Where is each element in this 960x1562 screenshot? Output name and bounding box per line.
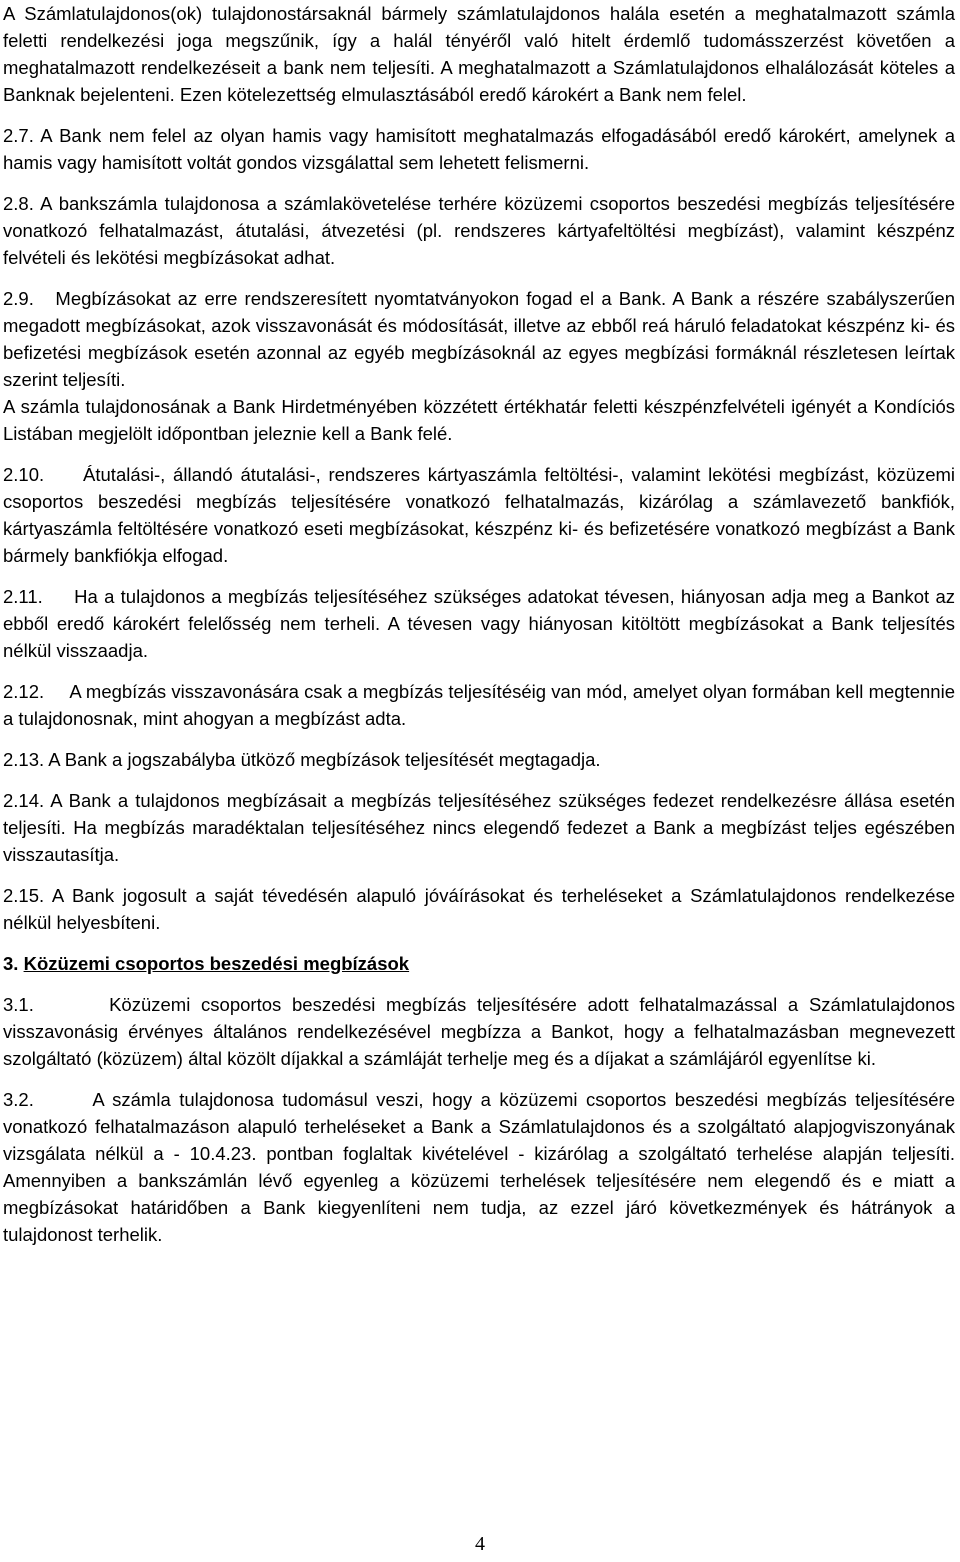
paragraph-2-13	[3, 746, 955, 773]
paragraph-number: 2.10.	[3, 464, 45, 485]
paragraph-2-8	[3, 190, 955, 271]
paragraph-2-12	[3, 678, 955, 732]
section-heading	[3, 950, 955, 977]
paragraph-text: A megbízás visszavonására csak a megbízás teljesítéséig van mód, amelyet olyan formában kell megtennie a tulajdonosnak, mint ahogyan a megbízást adta.	[3, 681, 955, 729]
paragraph-text: A Bank a jogszabályba ütköző megbízások teljesítését megtagadja.	[48, 749, 601, 770]
paragraph-2-6-continued: A Számlatulajdonos(ok) tulajdonostársaknál bármely számlatulajdonos halála esetén a meghatalmazott számla feletti rendelkezési joga megszűnik, így a halál tényéről való hitelt érdemlő tudomásszerzést követően a meghatalmazott rendelkezéseit a bank nem teljesíti. A meghatalmazott a Számlatulajdonos elhalálozását köteles a Banknak bejelenteni. Ezen kötelezettség elmulasztásából eredő károkért a Bank nem felel.	[3, 3, 955, 105]
paragraph-number: 2.9.	[3, 288, 34, 309]
paragraph-text: Megbízásokat az erre rendszeresített nyomtatványokon fogad el a Bank. A Bank a részére szabályszerűen megadott megbízásokat, azok visszavonását és módosítását, illetve az ebből reá háruló feladatokat készpénz ki- és befizetési megbízások esetén azonnal az egyéb megbízásoknál az egyes megbízási formáknál részletesen leírtak szerint teljesíti.	[3, 288, 955, 390]
paragraph-text: Átutalási-, állandó átutalási-, rendszeres kártyaszámla feltöltési-, valamint lekötési megbízást, közüzemi csoportos beszedési megbízás teljesítésére vonatkozó felhatalmazás, kizárólag a számlavezető bankfiók, kártyaszámla feltöltésére vonatkozó eseti megbízásokat, készpénz ki- és befizetésére vonatkozó megbízást a Bank bármely bankfiókja elfogad.	[3, 464, 956, 566]
paragraph-2-15	[3, 882, 955, 936]
paragraph-2-11	[3, 583, 955, 664]
section-title: Közüzemi csoportos beszedési megbízások	[23, 953, 410, 974]
paragraph-2-10	[3, 461, 955, 569]
paragraph-number: 2.8.	[3, 193, 34, 214]
paragraph-text: Ha a tulajdonos a megbízás teljesítéséhez szükséges adatokat tévesen, hiányosan adja meg a Bankot az ebből eredő károkért felelősség nem terheli. A tévesen vagy hiányosan kitöltött megbízásokat a Bank teljesítés nélkül visszaadja.	[3, 586, 955, 661]
paragraph-number: 3.2.	[3, 1089, 34, 1110]
document-page	[3, 0, 955, 1248]
paragraph-number: 2.14.	[3, 790, 45, 811]
paragraph-number: 2.15.	[3, 885, 45, 906]
paragraph-2-9-continuation: A számla tulajdonosának a Bank Hirdetményében közzétett értékhatár feletti készpénzfelvételi igényét a Kondíciós Listában megjelölt időpontban jeleznie kell a Bank felé.	[3, 396, 955, 444]
paragraph-2-9	[3, 285, 955, 393]
paragraph-2-14	[3, 787, 955, 868]
paragraph-number: 2.7.	[3, 125, 34, 146]
section-number: 3.	[3, 953, 19, 974]
paragraph-2-7	[3, 122, 955, 176]
paragraph-text: A bankszámla tulajdonosa a számlakövetelése terhére közüzemi csoportos beszedési megbízás teljesítésére vonatkozó felhatalmazást, átutalási, átvezetési (pl. rendszeres kártyafeltöltési megbízást), valamint készpénz felvételi és lekötési megbízásokat adhat.	[3, 193, 955, 268]
paragraph-text: A Bank jogosult a saját tévedésén alapuló jóváírásokat és terheléseket a Számlatulajdonos rendelkezése nélkül helyesbíteni.	[3, 885, 955, 933]
paragraph-number: 2.13.	[3, 749, 45, 770]
paragraph-3-2	[3, 1086, 955, 1248]
paragraph-3-1	[3, 991, 955, 1072]
page-number: 4	[475, 1533, 485, 1555]
paragraph-text: A Bank a tulajdonos megbízásait a megbízás teljesítéséhez szükséges fedezet rendelkezésre állása esetén teljesíti. Ha megbízás maradéktalan teljesítéséhez nincs elegendő fedezet a Bank a megbízást teljes egészében visszautasítja.	[3, 790, 955, 865]
paragraph-text: Közüzemi csoportos beszedési megbízás teljesítésére adott felhatalmazással a Számlatulajdonos visszavonásig érvényes általános rendelkezésével megbízza a Bankot, hogy a felhatalmazásban megnevezett szolgáltató (közüzem) által közölt díjakkal a számláját terhelje meg és a díjakat a számlájáról egyenlítse ki.	[3, 994, 955, 1069]
paragraph-number: 2.11.	[3, 586, 43, 607]
paragraph-text: A számla tulajdonosa tudomásul veszi, hogy a közüzemi csoportos beszedési megbízás teljesítésére vonatkozó felhatalmazáson alapuló terheléseket a Bank a Számlatulajdonos és a szolgáltató alapjogviszonyának vizsgálata nélkül a - 10.4.23. pontban foglaltak kivételével - kizárólag a szolgáltató terhelése alapján teljesíti. Amennyiben a bankszámlán lévő egyenleg a közüzemi terhelések teljesítésére nem elegendő és e miatt a megbízásokat határidőben a Bank kiegyenlíteni nem tudja, az ezzel járó következmények és hátrányok a tulajdonost terhelik.	[3, 1089, 955, 1245]
paragraph-text: A Bank nem felel az olyan hamis vagy hamisított meghatalmazás elfogadásából eredő károkért, amelynek a hamis vagy hamisított voltát gondos vizsgálattal sem lehetett felismerni.	[3, 125, 955, 173]
paragraph-number: 3.1.	[3, 994, 34, 1015]
paragraph-number: 2.12.	[3, 681, 45, 702]
